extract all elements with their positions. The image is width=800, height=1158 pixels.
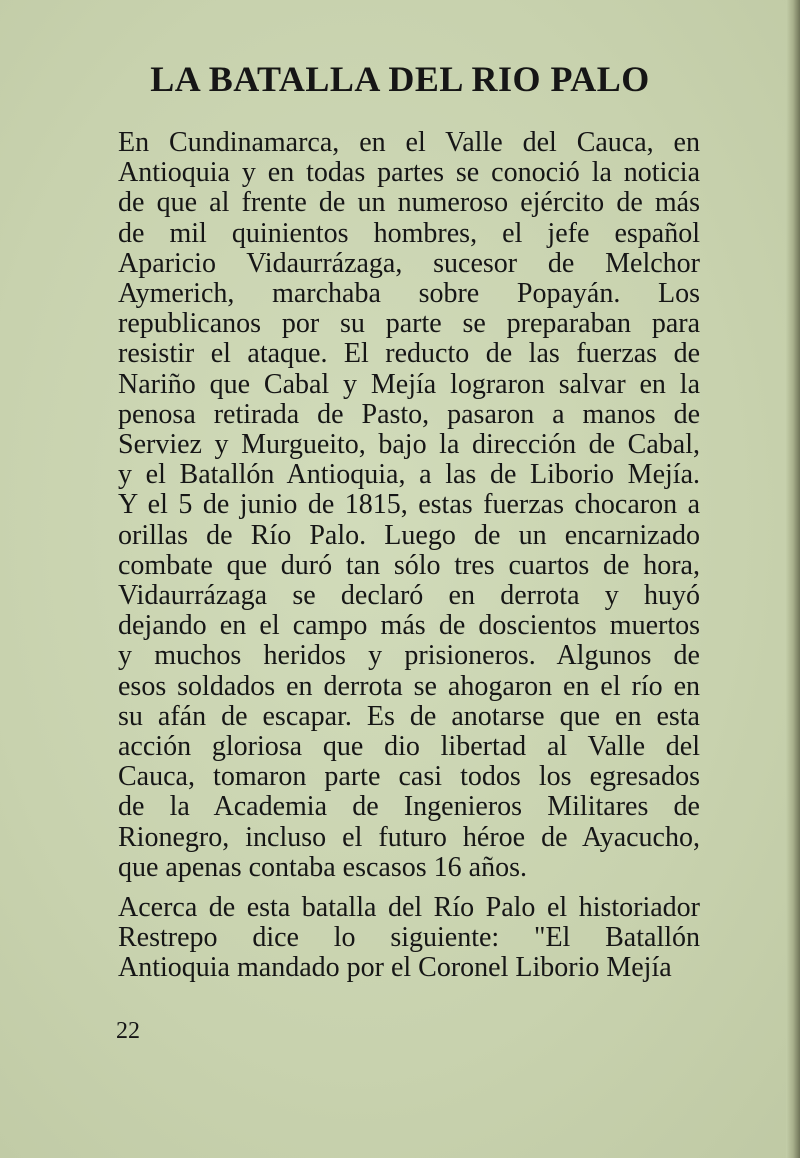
chapter-title: LA BATALLA DEL RIO PALO <box>150 59 650 99</box>
text-line: Acerca de esta batalla del Río Palo el historiador <box>118 892 700 923</box>
text-line: Y el 5 de junio de 1815, estas fuerzas chocaron a <box>118 489 700 521</box>
text-line: de la Academia de Ingenieros Militares de <box>118 791 700 823</box>
text-line: penosa retirada de Pasto, pasaron a manos de <box>118 398 700 430</box>
body-paragraph-1 <box>118 128 700 883</box>
text-line: dejando en el campo más de doscientos muertos <box>118 610 700 642</box>
text-line: Restrepo dice lo siguiente: "El Batallón <box>118 922 700 954</box>
text-line: acción gloriosa que dio libertad al Valle del <box>118 731 700 763</box>
text-line: y el Batallón Antioquia, a las de Liborio Mejía. <box>118 459 700 491</box>
text-line: republicanos por su parte se preparaban para <box>118 308 700 340</box>
text-line: combate que duró tan sólo tres cuartos de hora, <box>118 549 700 581</box>
text-line: de mil quinientos hombres, el jefe español <box>118 217 700 249</box>
text-line: y muchos heridos y prisioneros. Algunos de <box>118 640 700 672</box>
text-line: de que al frente de un numeroso ejército de más <box>118 187 700 219</box>
text-line: Aparicio Vidaurrázaga, sucesor de Melchor <box>118 247 700 279</box>
book-spine-edge <box>786 0 800 1158</box>
text-line: Antioquia y en todas partes se conoció la noticia <box>118 157 700 189</box>
text-line: orillas de Río Palo. Luego de un encarnizado <box>118 519 700 551</box>
text-line: Serviez y Murgueito, bajo la dirección de Cabal, <box>118 429 700 461</box>
text-line: Rionegro, incluso el futuro héroe de Ayacucho, <box>118 821 700 853</box>
text-line: Nariño que Cabal y Mejía lograron salvar en la <box>118 368 700 400</box>
body-paragraph-2 <box>118 893 700 984</box>
text-line: esos soldados en derrota se ahogaron en el río en <box>118 670 700 702</box>
text-line: resistir el ataque. El reducto de las fuerzas de <box>118 338 700 370</box>
text-line: Aymerich, marchaba sobre Popayán. Los <box>118 278 700 310</box>
text-line: En Cundinamarca, en el Valle del Cauca, en <box>118 127 700 158</box>
text-line: que apenas contaba escasos 16 años. <box>118 851 527 883</box>
text-line: su afán de escapar. Es de anotarse que en esta <box>118 700 700 732</box>
text-line: Cauca, tomaron parte casi todos los egresados <box>118 761 700 793</box>
text-line: Antioquia mandado por el Coronel Liborio Mejía <box>118 952 672 984</box>
page-number: 22 <box>116 1018 140 1044</box>
text-line: Vidaurrázaga se declaró en derrota y huyó <box>118 580 700 612</box>
